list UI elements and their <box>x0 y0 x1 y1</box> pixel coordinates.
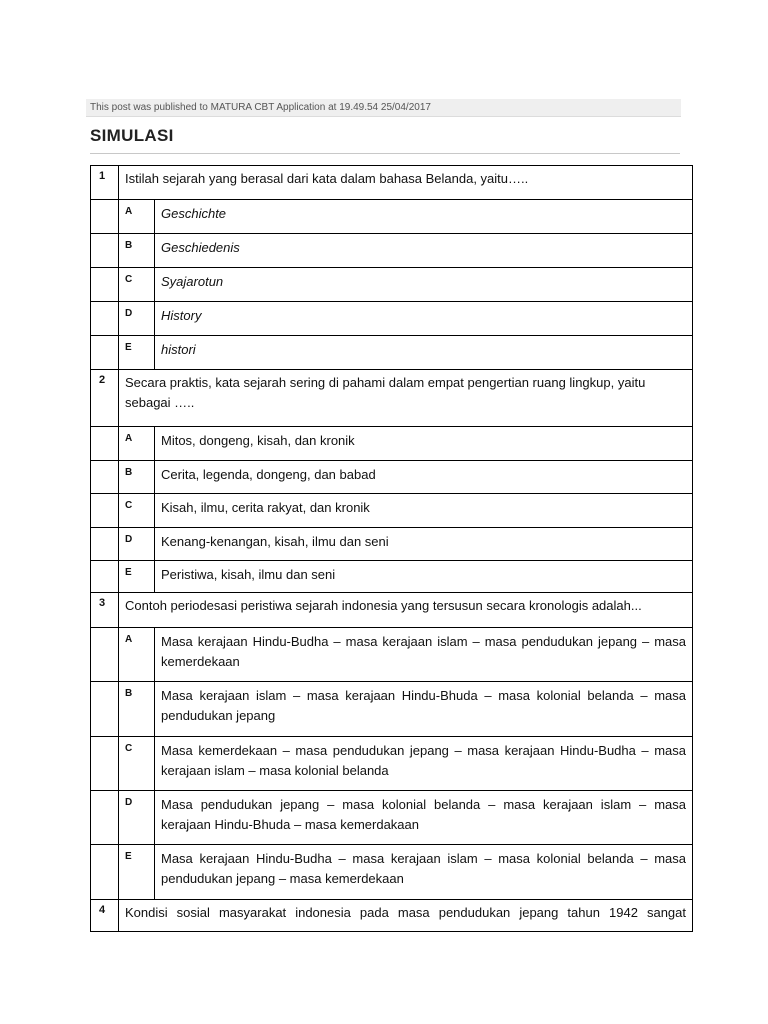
spacer-cell <box>91 737 119 791</box>
spacer-cell <box>91 336 119 370</box>
option-letter: E <box>119 336 155 370</box>
option-letter: B <box>119 234 155 268</box>
option-letter: C <box>119 268 155 302</box>
option-row <box>91 336 693 370</box>
option-row <box>91 200 693 234</box>
option-letter: E <box>119 845 155 900</box>
spacer-cell <box>91 494 119 528</box>
spacer-cell <box>91 234 119 268</box>
question-number: 1 <box>91 166 119 200</box>
spacer-cell <box>91 268 119 302</box>
option-letter: A <box>119 200 155 234</box>
option-row <box>91 427 693 461</box>
option-row <box>91 461 693 494</box>
page-title: SIMULASI <box>90 126 174 145</box>
option-letter: C <box>119 737 155 791</box>
question-text: Secara praktis, kata sejarah sering di pahami dalam empat pengertian ruang lingkup, yaitu sebagai ….. <box>119 370 693 427</box>
option-row <box>91 234 693 268</box>
question-row <box>91 900 693 932</box>
question-row <box>91 593 693 628</box>
option-letter: A <box>119 628 155 682</box>
option-text: Masa kemerdekaan – masa pendudukan jepang – masa kerajaan Hindu-Budha – masa kerajaan islam – masa kolonial belanda <box>155 737 693 791</box>
option-row <box>91 791 693 845</box>
option-row <box>91 528 693 561</box>
question-row <box>91 166 693 200</box>
option-row <box>91 268 693 302</box>
question-number: 3 <box>91 593 119 628</box>
title-divider <box>90 153 680 154</box>
option-row <box>91 845 693 900</box>
option-letter: D <box>119 791 155 845</box>
spacer-cell <box>91 682 119 737</box>
spacer-cell <box>91 461 119 494</box>
option-text: Peristiwa, kisah, ilmu dan seni <box>155 561 693 593</box>
option-letter: B <box>119 461 155 494</box>
spacer-cell <box>91 528 119 561</box>
option-text: History <box>155 302 693 336</box>
option-letter: A <box>119 427 155 461</box>
option-letter: B <box>119 682 155 737</box>
option-text: histori <box>155 336 693 370</box>
spacer-cell <box>91 628 119 682</box>
option-letter: D <box>119 302 155 336</box>
option-row <box>91 682 693 737</box>
question-number: 4 <box>91 900 119 932</box>
option-text: Masa kerajaan Hindu-Budha – masa kerajaan islam – masa kolonial belanda – masa pendudukan jepang – masa kemerdekaan <box>155 845 693 900</box>
question-number: 2 <box>91 370 119 427</box>
option-row <box>91 494 693 528</box>
option-row <box>91 561 693 593</box>
option-text: Geschiedenis <box>155 234 693 268</box>
spacer-cell <box>91 845 119 900</box>
option-text: Masa kerajaan Hindu-Budha – masa kerajaan islam – masa pendudukan jepang – masa kemerdekaan <box>155 628 693 682</box>
question-row <box>91 370 693 427</box>
spacer-cell <box>91 200 119 234</box>
spacer-cell <box>91 561 119 593</box>
option-letter: E <box>119 561 155 593</box>
spacer-cell <box>91 427 119 461</box>
option-text: Geschichte <box>155 200 693 234</box>
publish-banner: This post was published to MATURA CBT Application at 19.49.54 25/04/2017 <box>86 99 681 117</box>
option-row <box>91 628 693 682</box>
spacer-cell <box>91 791 119 845</box>
option-text: Masa pendudukan jepang – masa kolonial belanda – masa kerajaan islam – masa kerajaan Hindu-Bhuda – masa kemerdakaan <box>155 791 693 845</box>
question-text: Istilah sejarah yang berasal dari kata dalam bahasa Belanda, yaitu….. <box>119 166 693 200</box>
option-text: Mitos, dongeng, kisah, dan kronik <box>155 427 693 461</box>
quiz-table <box>90 165 693 932</box>
option-text: Kenang-kenangan, kisah, ilmu dan seni <box>155 528 693 561</box>
spacer-cell <box>91 302 119 336</box>
option-letter: C <box>119 494 155 528</box>
option-letter: D <box>119 528 155 561</box>
question-text: Kondisi sosial masyarakat indonesia pada masa pendudukan jepang tahun 1942 sangat <box>119 900 693 932</box>
option-text: Cerita, legenda, dongeng, dan babad <box>155 461 693 494</box>
option-row <box>91 737 693 791</box>
option-text: Masa kerajaan islam – masa kerajaan Hindu-Bhuda – masa kolonial belanda – masa pendudukan jepang <box>155 682 693 737</box>
option-row <box>91 302 693 336</box>
option-text: Syajarotun <box>155 268 693 302</box>
option-text: Kisah, ilmu, cerita rakyat, dan kronik <box>155 494 693 528</box>
question-text: Contoh periodesasi peristiwa sejarah indonesia yang tersusun secara kronologis adalah... <box>119 593 693 628</box>
